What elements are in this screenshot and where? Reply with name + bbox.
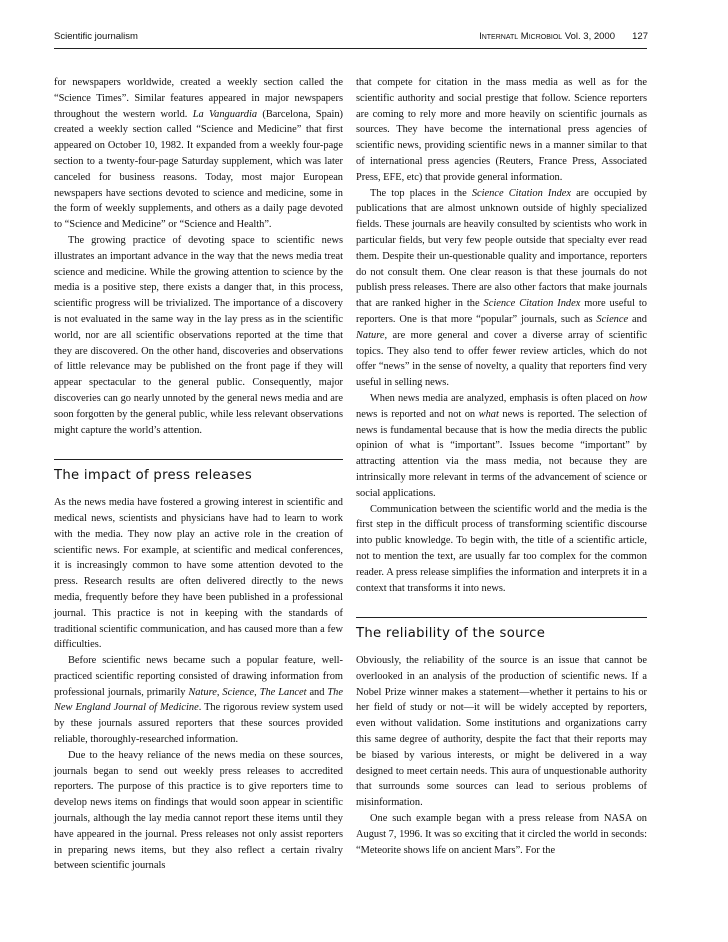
- running-head-journal: [479, 31, 615, 42]
- section-heading-block: [356, 617, 647, 642]
- page-number: 127: [632, 31, 648, 42]
- paragraph: Before scientific news became such a popular feature, well-practiced scientific reporting consisted of drawing information from professional journals, primarily Nature, Science, The Lancet and The New England Journal of Medicine. The rigorous review system used by these journals assured reporters that these sources provided reliable, thoroughly-researched information.: [54, 655, 343, 746]
- section-rule: [356, 617, 647, 618]
- paragraph: Obviously, the reliability of the source is an issue that cannot be overlooked in an analysis of the production of scientific news. If a Nobel Prize winner makes a statement—whether it pertains to his or her field of study or not—it will be widely accepted by reporters, even without validation. Some institutions and organizations carry this same degree of authority, despite the fact that their reports may be biased by various interests, or might be delivered in a way designed to meet certain needs. This aura of unquestionable authority that surrounds some sources can lead to serious problems of misinformation.: [356, 655, 647, 809]
- italic-text: The New England Journal of Medicine: [54, 686, 343, 714]
- paragraph: Communication between the scientific world and the media is the first step in the difficult process of transforming scientific discourse into public knowledge. To begin with, the title of a scientific article, not to mention the text, are usually far too complex for the common reader. A press release simplifies the information and interprets it in a context that transforms it into news.: [356, 503, 647, 594]
- paragraph: for newspapers worldwide, created a weekly section called the “Science Times”. Similar features appeared in major newspapers throughout the western world. La Vanguardia (Barcelona, Spain) created a weekly section called “Science and Medicine” that first appeared on October 10, 1982. It expanded from a weekly four-page section to a twenty-four-page Saturday supplement, which was later canceled for business reasons. Today, most major European newspapers have sections devoted to science and medicine, some in the form of weekly supplements, and others as a daily page devoted to “Science and Medicine” or “Science and Health”.: [54, 77, 343, 231]
- paragraph: When news media are analyzed, emphasis is often placed on how news is reported and not on what news is reported. The selection of news is fundamental because that is how the media directs the public opinion of what is “important”. Issues become “important” by attracting attention via the mass media, not because they are intrinsically more relevant in terms of the advancement of science or social applications.: [356, 392, 647, 499]
- header-rule: [54, 48, 647, 49]
- journal-name-part2: Microbiol: [520, 31, 563, 42]
- section-title: The impact of press releases: [54, 468, 253, 484]
- italic-text: Science: [222, 686, 255, 698]
- paragraph: One such example began with a press release from NASA on August 7, 1996. It was so exciting that it circled the world in seconds: “Meteorite shows life on ancient Mars”. For the: [356, 813, 647, 856]
- running-head: [54, 31, 648, 45]
- running-head-title: Scientific journalism: [54, 31, 138, 42]
- paragraph: Due to the heavy reliance of the news media on these sources, journals began to send out weekly press releases to accredited reporters. The purpose of this practice is to give reporters time to develop news items on findings that would soon appear in scientific journals, although the lay media cannot report these items until they have appeared in the journal. Press releases not only assist reporters in preparing news items, but they also reflect a certain rivalry between scientific journals: [54, 749, 343, 872]
- italic-text: how: [629, 392, 647, 404]
- italic-text: Nature: [188, 686, 217, 698]
- journal-name-part1: Internatl: [479, 31, 519, 42]
- section-heading-block: [54, 459, 343, 484]
- italic-text: Science Citation Index: [471, 187, 571, 199]
- paragraph: The top places in the Science Citation Index are occupied by publications that are almost unknown outside of highly specialized fields. These journals are heavily consulted by scientists who work in particular fields, but very few people outside that specialty ever read them. Despite their un-questionable quality and importance, reporters do not consult them. One clear reason is that these journals do not publish press releases. There are also other factors that make journals that are ranked higher in the Science Citation Index more useful to reporters. One is that more “popular” journals, such as Science and Nature, are more general and cover a diverse array of scientific topics. They also tend to offer fewer review articles, which do not offer “news” in the sense of novelty, a quality that reporters find very useful in selling news.: [356, 187, 647, 389]
- left-column: [54, 75, 343, 874]
- paragraph: that compete for citation in the mass media as well as for the scientific authority and social prestige that follow. Science reporters are coming to rely more and more heavily on scientific journals as sources. They have become the international press agencies of scientific news, providing scientific news in a manner similar to that of international press agencies (Reuters, France Press, Associated Press, EFE, etc) that provide general information.: [356, 77, 647, 183]
- italic-text: La Vanguardia: [192, 108, 258, 120]
- right-column: [356, 75, 647, 858]
- section-rule: [54, 459, 343, 460]
- paragraph: As the news media have fostered a growing interest in scientific and medical news, scientists and physicians have had to learn to work with the media. They now play an active role in the creation of scientific news. For example, at scientific and medical conferences, it is increasingly common to have some attention devoted to the press. Research results are often delivered directly to the news media, frequently before they have been published in a professional journal. This practice is not in keeping with the standards of traditional scientific communication, and has caused more than a few difficulties.: [54, 497, 343, 651]
- italic-text: The Lancet: [259, 686, 307, 698]
- paragraph: The growing practice of devoting space to scientific news illustrates an important advance in the way that the news media treat science and medicine. While the growing attention to science by the media is a positive step, there exists a danger that, in this process, scientific progress will be trivialized. The importance of a discovery is not evaluated in the same way in the lay press as in the scientific world, nor are all scientific observations reported at the time that they are discovered. On the other hand, discoveries and observations of little relevance may be published on the front page if they will appear spectacular to the general public. Consequently, major discoveries can go nearly unnoted by the general news media and are soon forgotten by the general public, while less relevant observations might capture the world’s attention.: [54, 234, 343, 436]
- section-title: The reliability of the source: [356, 626, 546, 642]
- italic-text: Nature,: [356, 329, 388, 341]
- italic-text: Science: [596, 313, 629, 325]
- italic-text: what: [478, 408, 499, 420]
- journal-volume: Vol. 3, 2000: [564, 31, 615, 42]
- italic-text: Science Citation Index: [483, 298, 581, 310]
